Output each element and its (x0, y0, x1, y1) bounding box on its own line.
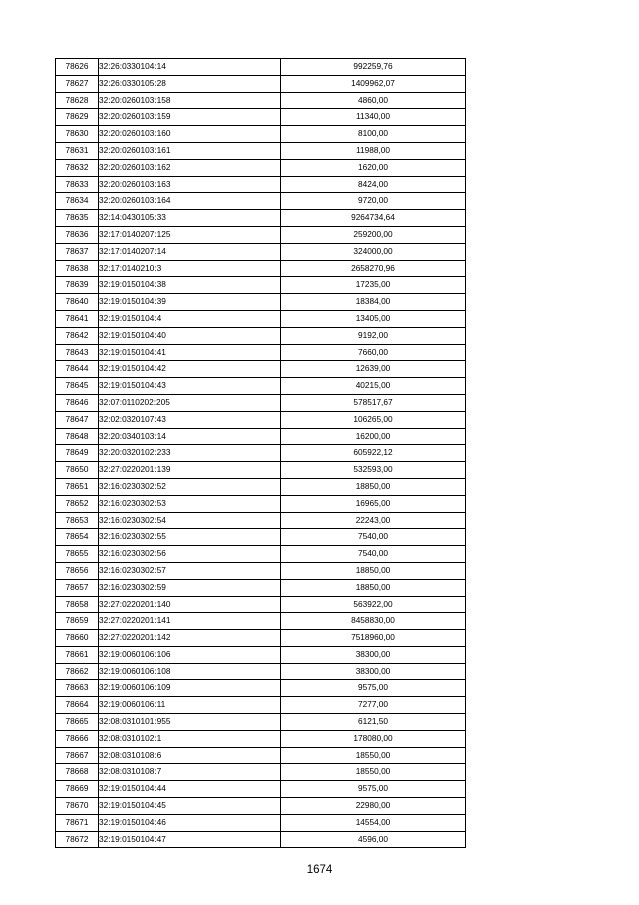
cadastral-number-cell: 32:17:0140207:14 (99, 243, 281, 260)
table-row (56, 428, 466, 445)
row-id-cell: 78662 (56, 663, 99, 680)
value-cell: 14554,00 (281, 814, 466, 831)
table-row (56, 411, 466, 428)
row-id-cell: 78671 (56, 814, 99, 831)
value-cell: 106265,00 (281, 411, 466, 428)
value-cell: 7660,00 (281, 344, 466, 361)
cadastral-number-cell: 32:19:0060106:109 (99, 680, 281, 697)
row-id-cell: 78660 (56, 630, 99, 647)
value-cell: 578517,67 (281, 394, 466, 411)
value-cell: 11988,00 (281, 142, 466, 159)
cadastral-number-cell: 32:19:0150104:38 (99, 277, 281, 294)
cadastral-number-cell: 32:19:0150104:41 (99, 344, 281, 361)
cadastral-number-cell: 32:19:0150104:43 (99, 378, 281, 395)
value-cell: 13405,00 (281, 310, 466, 327)
value-cell: 8100,00 (281, 126, 466, 143)
table-row (56, 747, 466, 764)
row-id-cell: 78631 (56, 142, 99, 159)
table-row (56, 59, 466, 76)
value-cell: 18850,00 (281, 562, 466, 579)
table-row (56, 512, 466, 529)
row-id-cell: 78630 (56, 126, 99, 143)
value-cell: 38300,00 (281, 646, 466, 663)
cadastral-number-cell: 32:20:0260103:159 (99, 109, 281, 126)
value-cell: 8458830,00 (281, 613, 466, 630)
cadastral-number-cell: 32:02:0320107:43 (99, 411, 281, 428)
table-row (56, 764, 466, 781)
value-cell: 11340,00 (281, 109, 466, 126)
value-cell: 6121,50 (281, 714, 466, 731)
row-id-cell: 78646 (56, 394, 99, 411)
row-id-cell: 78661 (56, 646, 99, 663)
row-id-cell: 78659 (56, 613, 99, 630)
cadastral-number-cell: 32:19:0150104:40 (99, 327, 281, 344)
value-cell: 532593,00 (281, 462, 466, 479)
value-cell: 9720,00 (281, 193, 466, 210)
table-row (56, 630, 466, 647)
cadastral-number-cell: 32:19:0060106:106 (99, 646, 281, 663)
cadastral-number-cell: 32:19:0150104:45 (99, 798, 281, 815)
row-id-cell: 78635 (56, 210, 99, 227)
value-cell: 18384,00 (281, 294, 466, 311)
table-row (56, 562, 466, 579)
table-row (56, 663, 466, 680)
row-id-cell: 78637 (56, 243, 99, 260)
row-id-cell: 78663 (56, 680, 99, 697)
table-row (56, 613, 466, 630)
cadastral-number-cell: 32:08:0310101:955 (99, 714, 281, 731)
row-id-cell: 78634 (56, 193, 99, 210)
table-row (56, 159, 466, 176)
table-row (56, 781, 466, 798)
row-id-cell: 78657 (56, 579, 99, 596)
table-row (56, 478, 466, 495)
cadastral-number-cell: 32:27:0220201:140 (99, 596, 281, 613)
cadastral-number-cell: 32:16:0230302:59 (99, 579, 281, 596)
cadastral-number-cell: 32:27:0220201:139 (99, 462, 281, 479)
value-cell: 38300,00 (281, 663, 466, 680)
cadastral-number-cell: 32:20:0260103:158 (99, 92, 281, 109)
table-row (56, 378, 466, 395)
value-cell: 7540,00 (281, 546, 466, 563)
cadastral-number-cell: 32:16:0230302:53 (99, 495, 281, 512)
table-row (56, 126, 466, 143)
cadastral-number-cell: 32:27:0220201:142 (99, 630, 281, 647)
row-id-cell: 78642 (56, 327, 99, 344)
row-id-cell: 78632 (56, 159, 99, 176)
cadastral-number-cell: 32:17:0140210:3 (99, 260, 281, 277)
table-row (56, 294, 466, 311)
table-row (56, 142, 466, 159)
row-id-cell: 78626 (56, 59, 99, 76)
row-id-cell: 78645 (56, 378, 99, 395)
row-id-cell: 78633 (56, 176, 99, 193)
cadastral-number-cell: 32:08:0310108:6 (99, 747, 281, 764)
cadastral-value-table (55, 58, 466, 848)
row-id-cell: 78655 (56, 546, 99, 563)
table-row (56, 680, 466, 697)
value-cell: 8424,00 (281, 176, 466, 193)
row-id-cell: 78670 (56, 798, 99, 815)
table-row (56, 697, 466, 714)
table-row (56, 210, 466, 227)
table-row (56, 798, 466, 815)
value-cell: 1409962,07 (281, 75, 466, 92)
value-cell: 4596,00 (281, 831, 466, 848)
row-id-cell: 78647 (56, 411, 99, 428)
table-row (56, 495, 466, 512)
value-cell: 18850,00 (281, 478, 466, 495)
cadastral-number-cell: 32:08:0310108:7 (99, 764, 281, 781)
row-id-cell: 78667 (56, 747, 99, 764)
table-body (56, 59, 466, 848)
table-row (56, 814, 466, 831)
table-row (56, 361, 466, 378)
cadastral-number-cell: 32:20:0260103:161 (99, 142, 281, 159)
table-row (56, 109, 466, 126)
value-cell: 9575,00 (281, 680, 466, 697)
cadastral-number-cell: 32:19:0150104:39 (99, 294, 281, 311)
cadastral-number-cell: 32:16:0230302:57 (99, 562, 281, 579)
table-row (56, 344, 466, 361)
cadastral-number-cell: 32:19:0060106:11 (99, 697, 281, 714)
row-id-cell: 78658 (56, 596, 99, 613)
cadastral-number-cell: 32:16:0230302:55 (99, 529, 281, 546)
value-cell: 563922,00 (281, 596, 466, 613)
page-number: 1674 (306, 864, 333, 876)
cadastral-number-cell: 32:19:0150104:44 (99, 781, 281, 798)
cadastral-number-cell: 32:20:0340103:14 (99, 428, 281, 445)
table-row (56, 579, 466, 596)
cadastral-number-cell: 32:16:0230302:54 (99, 512, 281, 529)
table-row (56, 75, 466, 92)
value-cell: 18550,00 (281, 747, 466, 764)
cadastral-number-cell: 32:08:0310102:1 (99, 730, 281, 747)
row-id-cell: 78638 (56, 260, 99, 277)
value-cell: 22980,00 (281, 798, 466, 815)
row-id-cell: 78653 (56, 512, 99, 529)
table-row (56, 529, 466, 546)
cadastral-number-cell: 32:16:0230302:56 (99, 546, 281, 563)
table-row (56, 193, 466, 210)
table-row (56, 176, 466, 193)
value-cell: 178080,00 (281, 730, 466, 747)
cadastral-number-cell: 32:16:0230302:52 (99, 478, 281, 495)
value-cell: 7277,00 (281, 697, 466, 714)
row-id-cell: 78649 (56, 445, 99, 462)
table-row (56, 394, 466, 411)
value-cell: 9264734,64 (281, 210, 466, 227)
cadastral-number-cell: 32:20:0260103:164 (99, 193, 281, 210)
table-row (56, 714, 466, 731)
row-id-cell: 78664 (56, 697, 99, 714)
row-id-cell: 78651 (56, 478, 99, 495)
cadastral-number-cell: 32:19:0150104:42 (99, 361, 281, 378)
value-cell: 40215,00 (281, 378, 466, 395)
value-cell: 16200,00 (281, 428, 466, 445)
table-row (56, 462, 466, 479)
row-id-cell: 78641 (56, 310, 99, 327)
value-cell: 18550,00 (281, 764, 466, 781)
table-row (56, 243, 466, 260)
cadastral-number-cell: 32:19:0060106:108 (99, 663, 281, 680)
value-cell: 22243,00 (281, 512, 466, 529)
value-cell: 992259,76 (281, 59, 466, 76)
cadastral-number-cell: 32:19:0150104:4 (99, 310, 281, 327)
value-cell: 12639,00 (281, 361, 466, 378)
cadastral-number-cell: 32:20:0260103:162 (99, 159, 281, 176)
table-row (56, 260, 466, 277)
row-id-cell: 78643 (56, 344, 99, 361)
value-cell: 18850,00 (281, 579, 466, 596)
value-cell: 16965,00 (281, 495, 466, 512)
cadastral-number-cell: 32:20:0260103:163 (99, 176, 281, 193)
value-cell: 9192,00 (281, 327, 466, 344)
table-row (56, 226, 466, 243)
row-id-cell: 78628 (56, 92, 99, 109)
table-row (56, 730, 466, 747)
cadastral-number-cell: 32:19:0150104:47 (99, 831, 281, 848)
cadastral-number-cell: 32:17:0140207:125 (99, 226, 281, 243)
cadastral-number-cell: 32:26:0330105:28 (99, 75, 281, 92)
cadastral-number-cell: 32:07:0110202:205 (99, 394, 281, 411)
row-id-cell: 78652 (56, 495, 99, 512)
cadastral-number-cell: 32:27:0220201:141 (99, 613, 281, 630)
value-cell: 1620,00 (281, 159, 466, 176)
row-id-cell: 78648 (56, 428, 99, 445)
row-id-cell: 78672 (56, 831, 99, 848)
row-id-cell: 78669 (56, 781, 99, 798)
row-id-cell: 78629 (56, 109, 99, 126)
row-id-cell: 78627 (56, 75, 99, 92)
table-row (56, 596, 466, 613)
table-row (56, 445, 466, 462)
row-id-cell: 78640 (56, 294, 99, 311)
value-cell: 7518960,00 (281, 630, 466, 647)
cadastral-number-cell: 32:19:0150104:46 (99, 814, 281, 831)
value-cell: 324000,00 (281, 243, 466, 260)
table-row (56, 546, 466, 563)
value-cell: 17235,00 (281, 277, 466, 294)
cadastral-number-cell: 32:20:0320102:233 (99, 445, 281, 462)
value-cell: 605922,12 (281, 445, 466, 462)
row-id-cell: 78654 (56, 529, 99, 546)
table-row (56, 327, 466, 344)
table-row (56, 646, 466, 663)
row-id-cell: 78665 (56, 714, 99, 731)
value-cell: 4860,00 (281, 92, 466, 109)
row-id-cell: 78656 (56, 562, 99, 579)
row-id-cell: 78668 (56, 764, 99, 781)
value-cell: 259200,00 (281, 226, 466, 243)
cadastral-number-cell: 32:14:0430105:33 (99, 210, 281, 227)
value-cell: 2658270,96 (281, 260, 466, 277)
row-id-cell: 78639 (56, 277, 99, 294)
table-row (56, 92, 466, 109)
value-cell: 7540,00 (281, 529, 466, 546)
cadastral-number-cell: 32:20:0260103:160 (99, 126, 281, 143)
table-row (56, 277, 466, 294)
row-id-cell: 78666 (56, 730, 99, 747)
value-cell: 9575,00 (281, 781, 466, 798)
table-row (56, 310, 466, 327)
table-row (56, 831, 466, 848)
row-id-cell: 78644 (56, 361, 99, 378)
row-id-cell: 78636 (56, 226, 99, 243)
cadastral-number-cell: 32:26:0330104:14 (99, 59, 281, 76)
row-id-cell: 78650 (56, 462, 99, 479)
